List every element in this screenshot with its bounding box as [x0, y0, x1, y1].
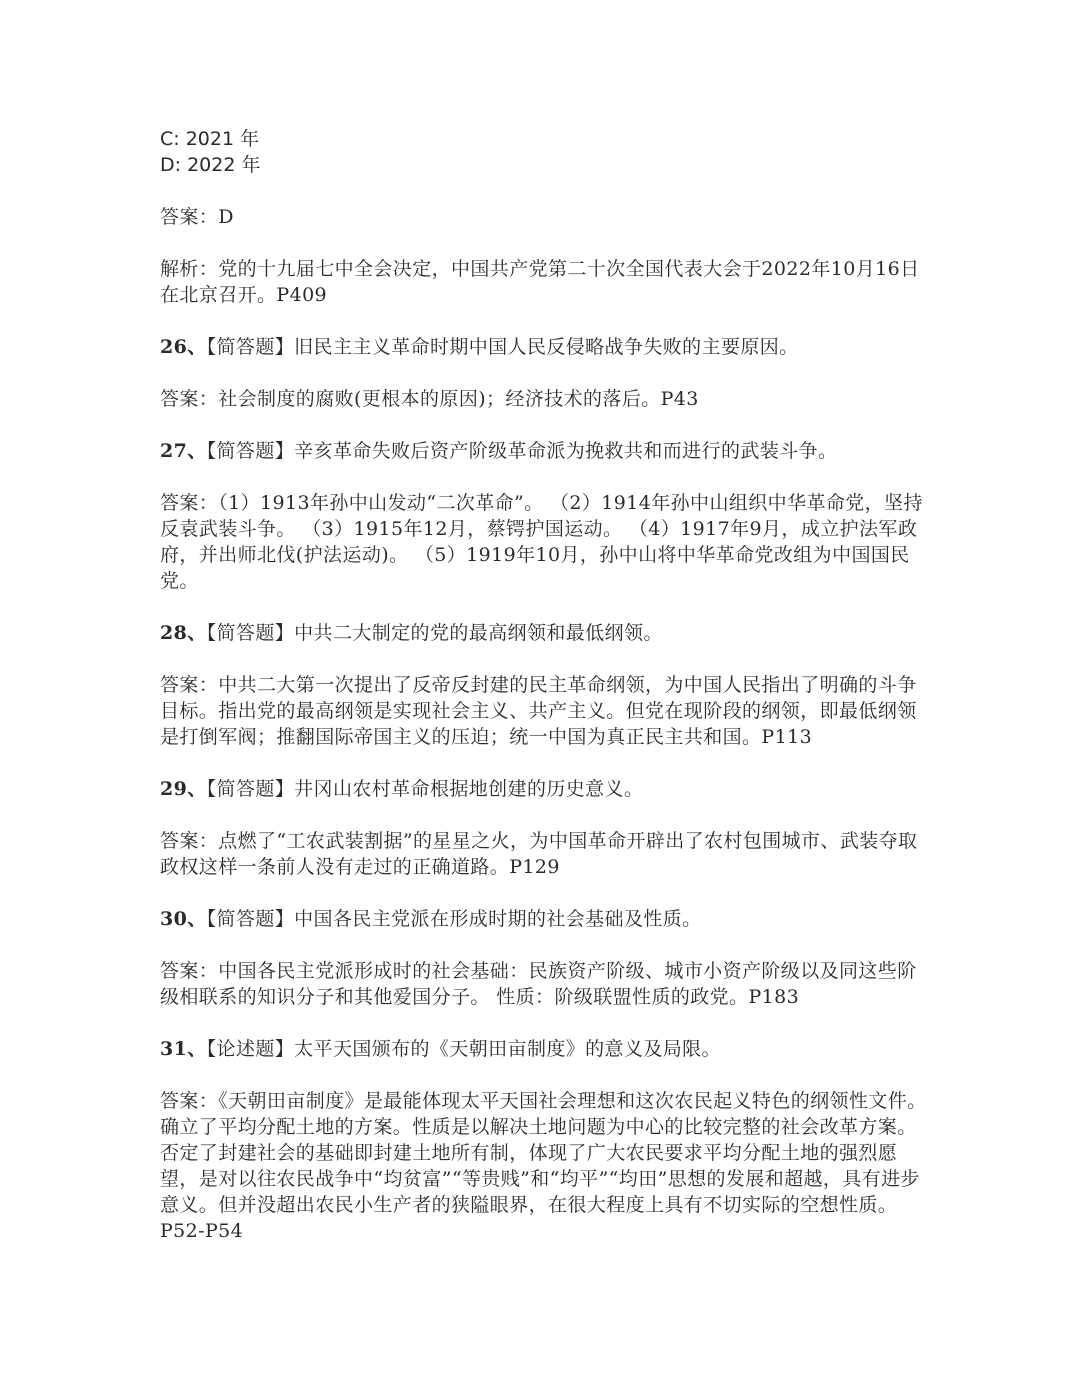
- question-number: 30、: [160, 908, 207, 930]
- option-c: C: 2021 年: [160, 128, 260, 150]
- question-26: [160, 334, 930, 360]
- option-d: D: 2022 年: [160, 154, 261, 176]
- question-number: 27、: [160, 440, 207, 462]
- question-text: 【简答题】井冈山农村革命根据地创建的历史意义。: [206, 778, 644, 800]
- answer-30: 答案：中国各民主党派形成时的社会基础：民族资产阶级、城市小资产阶级以及同这些阶级相联系的知识分子和其他爱国分子。 性质：阶级联盟性质的政党。P183: [160, 960, 917, 1008]
- question-text: 【简答题】辛亥革命失败后资产阶级革命派为挽救共和而进行的武装斗争。: [206, 440, 838, 462]
- question-28: [160, 620, 930, 646]
- question-30: [160, 906, 930, 932]
- question-text: 【简答题】中共二大制定的党的最高纲领和最低纲领。: [206, 622, 663, 644]
- question-27: [160, 438, 930, 464]
- answer-27: 答案：（1）1913年孙中山发动“二次革命”。 （2）1914年孙中山组织中华革命党，坚持反袁武装斗争。 （3）1915年12月，蔡锷护国运动。 （4）1917年9月，成立护法军政府，并出师北伐(护法运动)。 （5）1919年10月，孙中山将中华革命党改组为中国国民党。: [160, 492, 923, 592]
- question-text: 【简答题】中国各民主党派在形成时期的社会基础及性质。: [206, 908, 702, 930]
- answer-29: 答案：点燃了“工农武装割据”的星星之火，为中国革命开辟出了农村包围城市、武装夺取政权这样一条前人没有走过的正确道路。P129: [160, 830, 918, 878]
- question-number: 28、: [160, 622, 207, 644]
- question-number: 26、: [160, 336, 207, 358]
- question-text: 【简答题】旧民主主义革命时期中国人民反侵略战争失败的主要原因。: [206, 336, 799, 358]
- q25-explanation: 解析：党的十九届七中全会决定，中国共产党第二十次全国代表大会于2022年10月16日在北京召开。P409: [160, 258, 920, 306]
- question-number: 31、: [160, 1038, 207, 1060]
- question-31: [160, 1036, 930, 1062]
- question-number: 29、: [160, 778, 207, 800]
- q25-answer: 答案：D: [160, 206, 234, 228]
- answer-28: 答案：中共二大第一次提出了反帝反封建的民主革命纲领，为中国人民指出了明确的斗争目标。指出党的最高纲领是实现社会主义、共产主义。但党在现阶段的纲领，即最低纲领是打倒军阀；推翻国际帝国主义的压迫；统一中国为真正民主共和国。P113: [160, 674, 917, 748]
- question-29: [160, 776, 930, 802]
- question-text: 【论述题】太平天国颁布的《天朝田亩制度》的意义及局限。: [206, 1038, 721, 1060]
- answer-26: 答案：社会制度的腐败(更根本的原因)；经济技术的落后。P43: [160, 388, 699, 410]
- answer-31: 答案：《天朝田亩制度》是最能体现太平天国社会理想和这次农民起义特色的纲领性文件。确立了平均分配土地的方案。性质是以解决土地问题为中心的比较完整的社会改革方案。否定了封建社会的基础即封建土地所有制，体现了广大农民要求平均分配土地的强烈愿望，是对以往农民战争中“均贫富”“等贵贱”和“均平”“均田”思想的发展和超越，具有进步意义。但并没超出农民小生产者的狭隘眼界，在很大程度上具有不切实际的空想性质。P52-P54: [160, 1090, 927, 1242]
- document-page: [160, 126, 930, 1270]
